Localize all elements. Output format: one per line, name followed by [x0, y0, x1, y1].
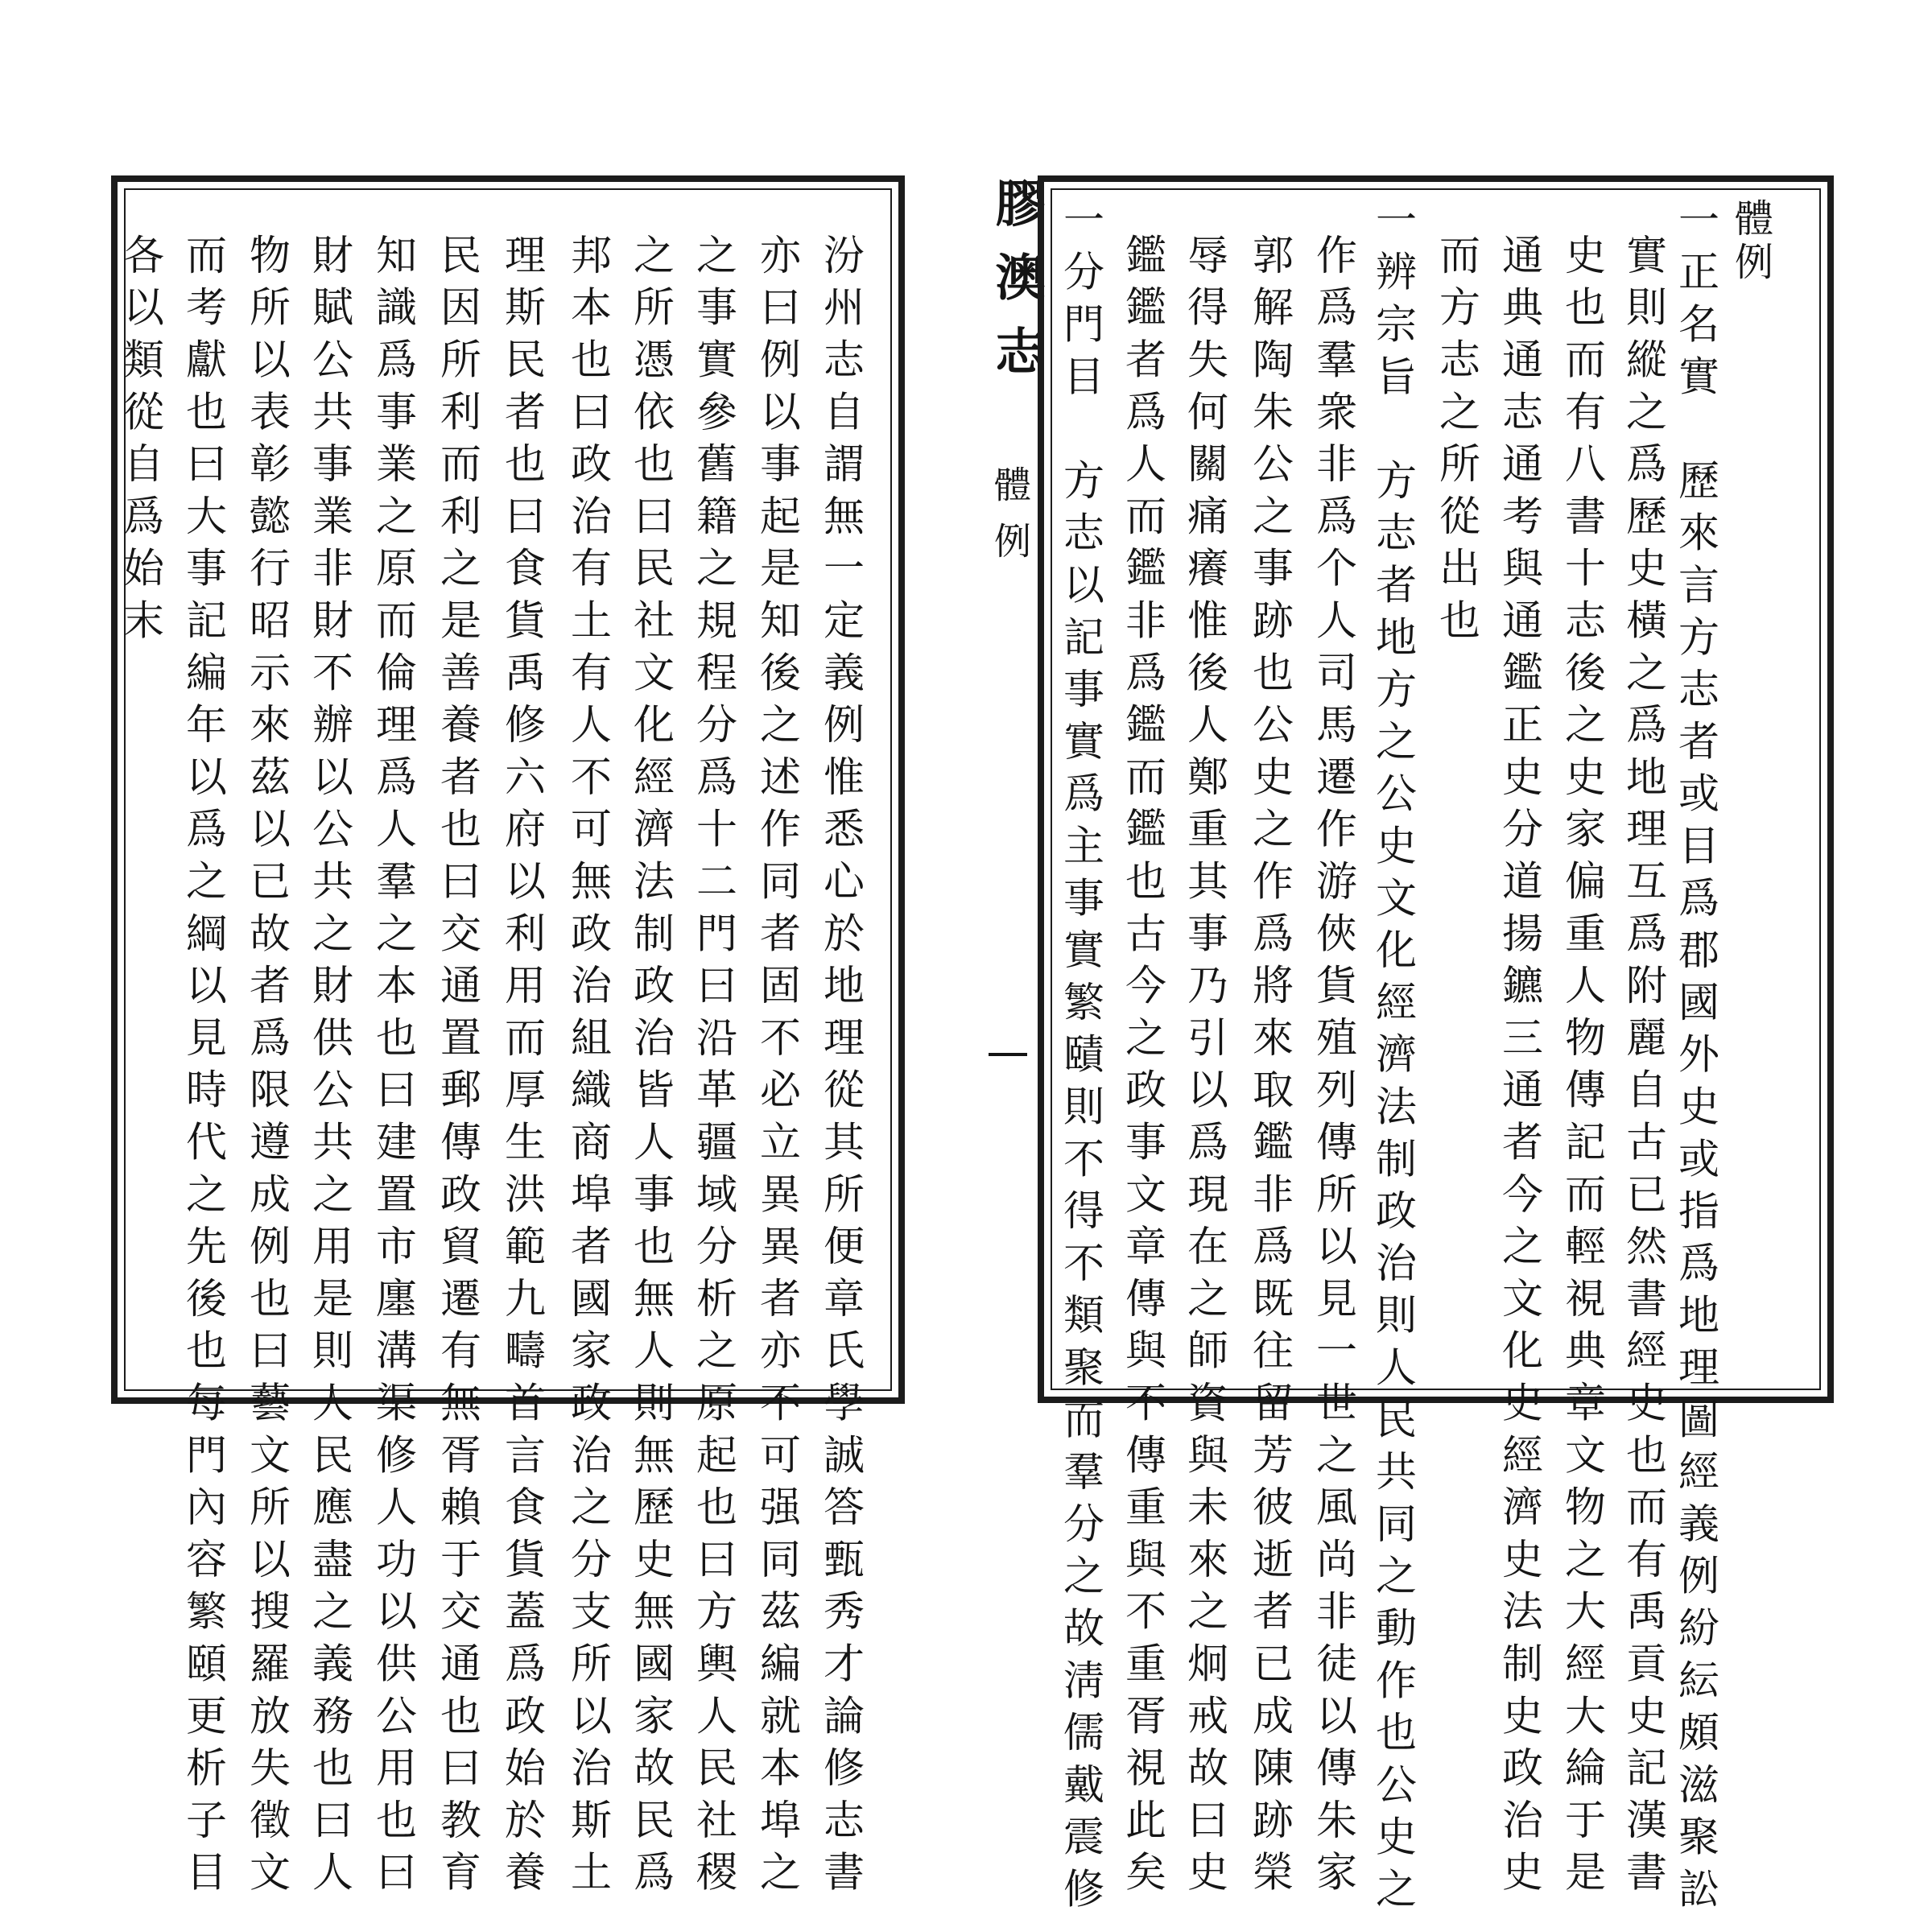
- left-text-column-3: 之事實參舊籍之規程分爲十二門曰沿革疆域分析之原起也曰方輿人民社稷: [688, 233, 737, 1903]
- left-text-column-12: 各以類從自爲始末: [115, 233, 163, 651]
- page-number-mark: [989, 1053, 1027, 1056]
- left-text-column-7: 民因所利而利之是善養者也曰交通置郵傳政貿遷有無胥賴于交通也曰教育: [432, 233, 481, 1903]
- right-text-column-5: 而方志之所從出也: [1431, 233, 1480, 651]
- left-text-column-11: 而考獻也曰大事記編年以爲之綱以見時代之先後也每門內容繁頤更析子目: [178, 233, 226, 1903]
- book-title: 膠澳志: [987, 177, 1046, 399]
- right-text-column-7: 作爲羣衆非爲个人司馬遷作游俠貨殖列傳所以見一世之風尚非徒以傳朱家: [1308, 233, 1356, 1903]
- left-text-column-4: 之所憑依也曰民社文化經濟法制政治皆人事也無人則無歷史無國家故民爲: [625, 233, 674, 1903]
- left-text-column-5: 邦本也曰政治有土有人不可無政治組織商埠者國家政治之分支所以治斯土: [563, 233, 611, 1903]
- right-text-column-1: 一正名實 歷來言方志者或目爲郡國外史或指爲地理圖經義例紛紜頗滋聚訟: [1670, 198, 1719, 1919]
- right-text-column-11: 一分門目 方志以記事實爲主事實繁賾則不得不類聚而羣分之故淸儒戴震修: [1055, 198, 1104, 1919]
- right-text-column-2: 實則縱之爲歷史橫之爲地理互爲附麗自古已然書經史也而有禹貢史記漢書: [1618, 233, 1666, 1903]
- left-text-column-8: 知識爲事業之原而倫理爲人羣之本也曰建置市廛溝渠修人功以供公用也曰: [368, 233, 416, 1903]
- section-heading: 體例: [1728, 198, 1773, 285]
- section-label: 體例: [989, 465, 1032, 578]
- left-text-column-6: 理斯民者也曰食貨禹修六府以利用而厚生洪範九疇首言食貨蓋爲政始於養: [497, 233, 545, 1903]
- left-text-column-9: 財賦公共事業非財不辦以公共之財供公共之用是則人民應盡之義務也曰人: [304, 233, 353, 1903]
- right-text-column-6: 一辨宗旨 方志者地方之公史文化經濟法制政治則人民共同之動作也公史之: [1368, 198, 1416, 1919]
- right-text-column-9: 辱得失何關痛癢惟後人鄭重其事乃引以爲現在之師資與未來之炯戒故曰史: [1179, 233, 1228, 1903]
- right-text-column-4: 通典通志通考與通鑑正史分道揚鑣三通者今之文化史經濟史法制史政治史: [1494, 233, 1542, 1903]
- left-text-column-10: 物所以表彰懿行昭示來茲以已故者爲限遵成例也曰藝文所以搜羅放失徵文: [242, 233, 290, 1903]
- left-text-column-1: 汾州志自謂無一定義例惟悉心於地理從其所便章氏學誠答甄秀才論修志書: [815, 233, 864, 1903]
- left-text-column-2: 亦曰例以事起是知後之述作同者固不必立異異者亦不可强同茲編就本埠之: [752, 233, 800, 1903]
- right-text-column-8: 郭解陶朱公之事跡也公史之作爲將來取鑑非爲既往留芳彼逝者已成陳跡榮: [1245, 233, 1293, 1903]
- right-text-column-10: 鑑鑑者爲人而鑑非爲鑑而鑑也古今之政事文章傳與不傳重與不重胥視此矣: [1117, 233, 1166, 1903]
- right-text-column-3: 史也而有八書十志後之史家偏重人物傳記而輕視典章文物之大經大綸于是: [1557, 233, 1605, 1903]
